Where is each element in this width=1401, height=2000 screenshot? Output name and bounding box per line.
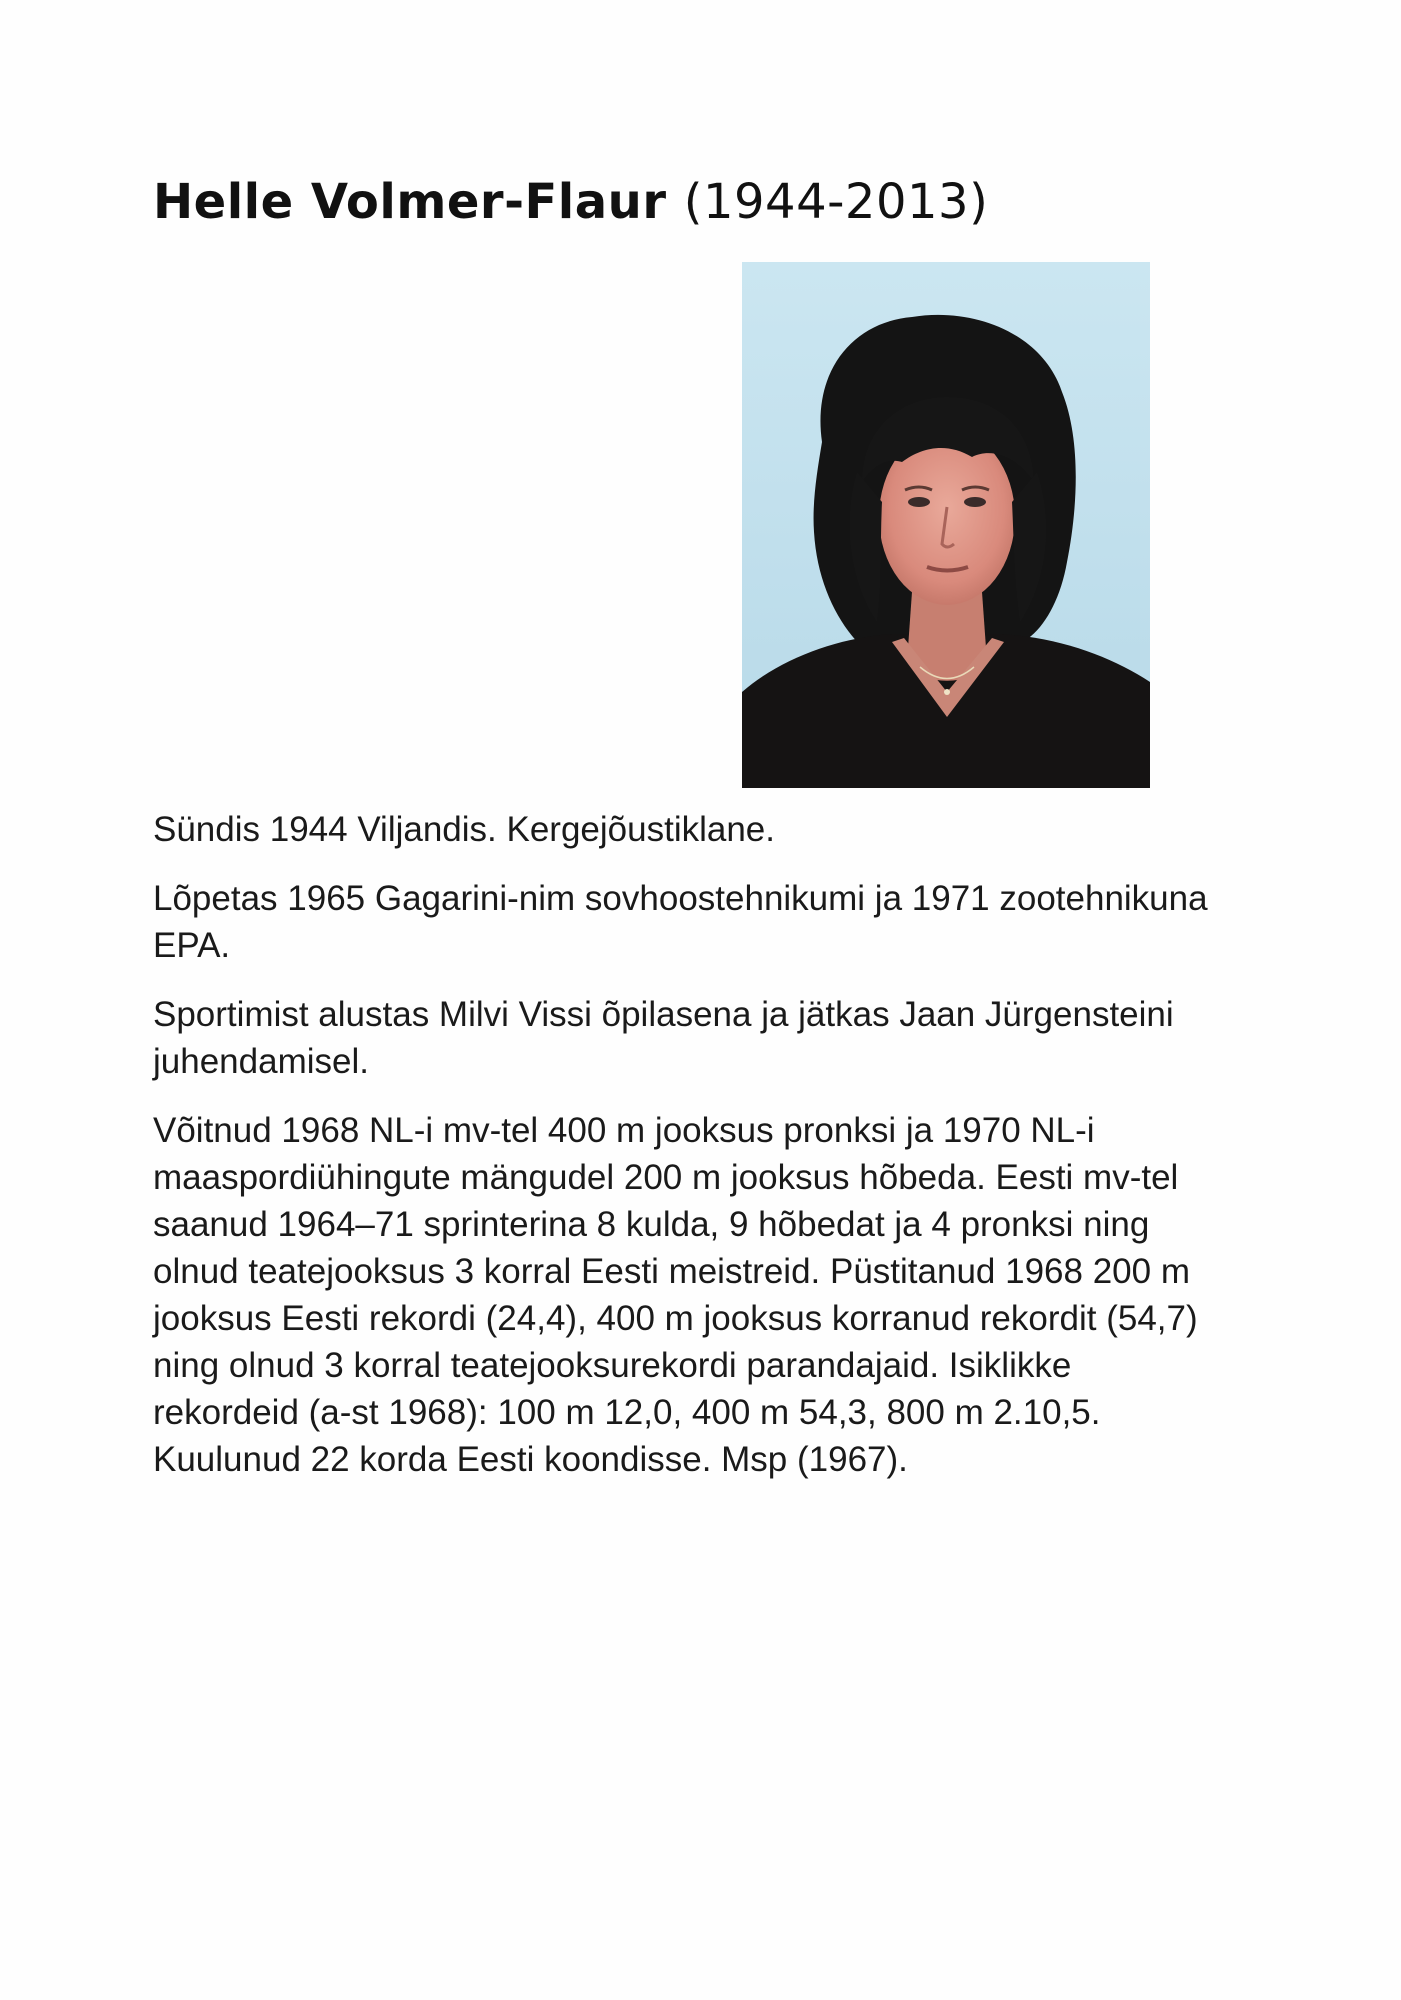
biography-text [153, 806, 1223, 1505]
paragraph-achievements: Võitnud 1968 NL-i mv-tel 400 m jooksus pronksi ja 1970 NL-i maaspordiühingute mängudel 200 m jooksus hõbeda. Eesti mv-tel saanud 1964–71 sprinterina 8 kulda, 9 hõbedat ja 4 pronksi ning olnud teatejooksus 3 korral Eesti meistreid. Püstitanud 1968 200 m jooksus Eesti rekordi (24,4), 400 m jooksus korranud rekordit (54,7) ning olnud 3 korral teatejooksurekordi parandajaid. Isiklikke rekordeid (a-st 1968): 100 m 12,0, 400 m 54,3, 800 m 2.10,5. Kuulunud 22 korda Eesti koondisse. Msp (1967). [153, 1111, 1198, 1479]
paragraph-education: Lõpetas 1965 Gagarini-nim sovhoostehnikumi ja 1971 zootehnikuna EPA. [153, 879, 1208, 965]
page-title [153, 164, 988, 240]
portrait-photo [742, 262, 1150, 788]
title-name: Helle Volmer-Flaur [153, 174, 667, 230]
paragraph-birth: Sündis 1944 Viljandis. Kergejõustiklane. [153, 810, 775, 849]
paragraph-coaching: Sportimist alustas Milvi Vissi õpilasena ja jätkas Jaan Jürgensteini juhendamisel. [153, 995, 1174, 1081]
title-years: (1944-2013) [683, 174, 989, 230]
